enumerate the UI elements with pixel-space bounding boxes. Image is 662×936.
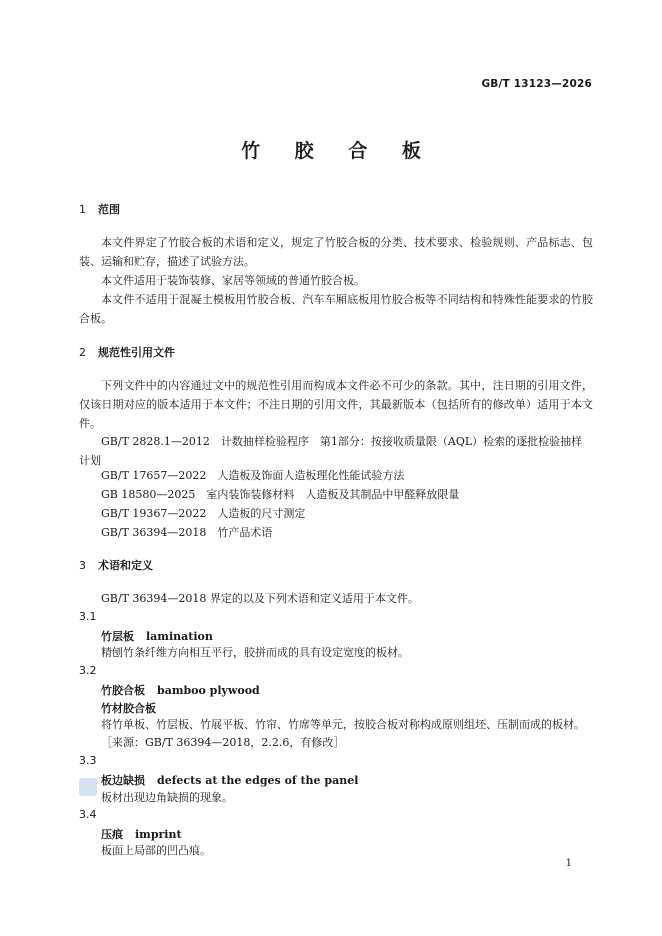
- normative-reference: GB/T 17657—2022 人造板及饰面人造板理化性能试验方法: [101, 469, 405, 482]
- term-name: [101, 826, 182, 842]
- term-number: 3.4: [79, 808, 97, 821]
- term-name: [101, 772, 358, 788]
- term-name-zh: 竹胶合板: [101, 684, 145, 697]
- normative-reference: GB/T 19367—2022 人造板的尺寸测定: [101, 507, 306, 520]
- section-title: 范围: [98, 203, 120, 216]
- term-definition: 板材出现边角缺损的现象。: [101, 791, 233, 804]
- term-alternative-name: 竹材胶合板: [101, 702, 156, 715]
- section-2-intro: 下列文件中的内容通过文中的规范性引用而构成本文件必不可少的条款。其中，注日期的引用文件，仅该日期对应的版本适用于本文件；不注日期的引用文件，其最新版本（包括所有的修改单）适用于本文件。: [79, 379, 593, 430]
- section-1-paragraph: 本文件适用于装饰装修、家居等领域的普通竹胶合板。: [101, 274, 365, 287]
- section-title: 规范性引用文件: [98, 346, 175, 359]
- term-definition: 板面上局部的凹凸痕。: [101, 844, 211, 857]
- section-number: 2: [79, 346, 86, 359]
- section-2-heading: [79, 344, 175, 360]
- section-1-heading: [79, 201, 120, 217]
- normative-reference: GB 18580—2025 室内装饰装修材料 人造板及其制品中甲醛释放限量: [101, 488, 460, 501]
- term-name-zh: 竹层板: [101, 630, 134, 643]
- page-number: 1: [565, 858, 572, 869]
- normative-reference: GB/T 36394—2018 竹产品术语: [101, 526, 273, 539]
- document-title: 竹 胶 合 板: [241, 140, 435, 162]
- normative-reference: GB/T 2828.1—2012 计数抽样检验程序 第1部分：按接收质量限（AQL）检索的逐批检验抽样计划: [79, 435, 583, 467]
- standard-code: GB/T 13123—2026: [481, 78, 592, 90]
- term-name-en: imprint: [135, 828, 182, 841]
- term-number: 3.1: [79, 610, 97, 623]
- section-3-intro: GB/T 36394—2018 界定的以及下列术语和定义适用于本文件。: [101, 592, 419, 605]
- term-name-zh: 压痕: [101, 828, 123, 841]
- section-1-paragraph: 本文件界定了竹胶合板的术语和定义，规定了竹胶合板的分类、技术要求、检验规则、产品标志、包装、运输和贮存，描述了试验方法。: [79, 236, 593, 268]
- term-definition: 精刨竹条纤维方向相互平行，胶拼而成的具有设定宽度的板材。: [101, 646, 409, 659]
- term-number: 3.3: [79, 754, 97, 767]
- term-number: 3.2: [79, 664, 97, 677]
- term-name-en: defects at the edges of the panel: [157, 774, 359, 787]
- term-name: [101, 628, 213, 644]
- section-1-paragraph: 本文件不适用于混凝土模板用竹胶合板、汽车车厢底板用竹胶合板等不同结构和特殊性能要求的竹胶合板。: [79, 293, 593, 325]
- section-number: 1: [79, 203, 86, 216]
- term-name: [101, 682, 260, 698]
- section-title: 术语和定义: [98, 559, 153, 572]
- term-definition: 将竹单板、竹层板、竹展平板、竹帘、竹席等单元，按胶合板对称构成原则组坯、压制而成的板材。: [101, 718, 585, 731]
- term-source: ［来源：GB/T 36394—2018，2.2.6，有修改］: [101, 736, 345, 749]
- section-number: 3: [79, 559, 86, 572]
- term-name-en: lamination: [146, 630, 213, 643]
- term-name-zh: 板边缺损: [101, 774, 145, 787]
- watermark-logo: [79, 778, 97, 796]
- section-3-heading: [79, 557, 153, 573]
- term-name-en: bamboo plywood: [157, 684, 260, 697]
